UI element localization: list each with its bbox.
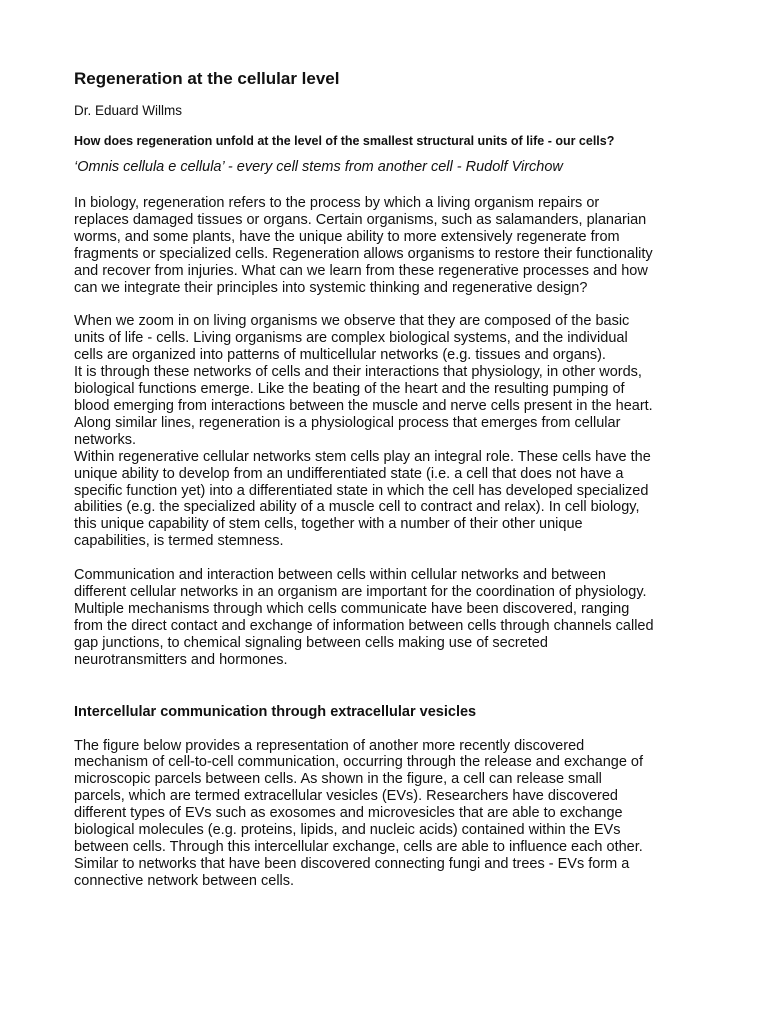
paragraph-cellular-networks: When we zoom in on living organisms we observe that they are composed of the basic units of life - cells. Living organisms are complex biological systems, and the individual cells are organized into patterns of multicellular networks (e.g. tissues and organs). It is through these networks of cells and their interactions that physiology, in other words, biological functions emerge. Like the beating of the heart and the resulting pumping of blood emerging from interactions between the muscle and nerve cells present in the heart. Along similar lines, regeneration is a physiological process that emerges from cellular networks. Within regenerative cellular networks stem cells play an integral role. These cells have the unique ability to develop from an undifferentiated state (i.e. a cell that does not have a specific function yet) into a differentiated state in which the cell has developed specialized abilities (e.g. the specialized ability of a muscle cell to contract and relax). In cell biology, this unique capability of stem cells, together with a number of their other unique capabilities, is termed stemness. [74,313,653,550]
lead-question: How does regeneration unfold at the level of the smallest structural units of life - our cells? [74,134,615,148]
section-heading-extracellular-vesicles: Intercellular communication through extracellular vesicles [74,703,477,720]
author-name: Dr. Eduard Willms [74,103,183,118]
paragraph-extracellular-vesicles: The figure below provides a representation of another more recently discovered mechanism of cell-to-cell communication, occurring through the release and exchange of microscopic parcels between cells. As shown in the figure, a cell can release small parcels, which are termed extracellular vesicles (EVs). Researchers have discovered different types of EVs such as exosomes and microvesicles that are able to exchange biological molecules (e.g. proteins, lipids, and nucleic acids) contained within the EVs between cells. Through this intercellular exchange, cells are able to influence each other. Similar to networks that have been discovered connecting fungi and trees - EVs form a connective network between cells. [74,737,644,889]
paragraph-cell-communication: Communication and interaction between cells within cellular networks and between different cellular networks in an organism are important for the coordination of physiology. Multiple mechanisms through which cells communicate have been discovered, ranging from the direct contact and exchange of information between cells through channels called gap junctions, to chemical signaling between cells making use of secreted neurotransmitters and hormones. [74,567,654,668]
paragraph-regeneration-intro: In biology, regeneration refers to the process by which a living organism repairs or replaces damaged tissues or organs. Certain organisms, such as salamanders, planarian worms, and some plants, have the unique ability to more extensively regenerate from fragments or specialized cells. Regeneration allows organisms to restore their functionality and recover from injuries. What can we learn from these regenerative processes and how can we integrate their principles into systemic thinking and regenerative design? [74,195,653,296]
document-page [74,68,696,890]
document-title: Regeneration at the cellular level [74,69,340,88]
virchow-quote: ‘Omnis cellula e cellula’ - every cell stems from another cell - Rudolf Virchow [74,159,563,175]
